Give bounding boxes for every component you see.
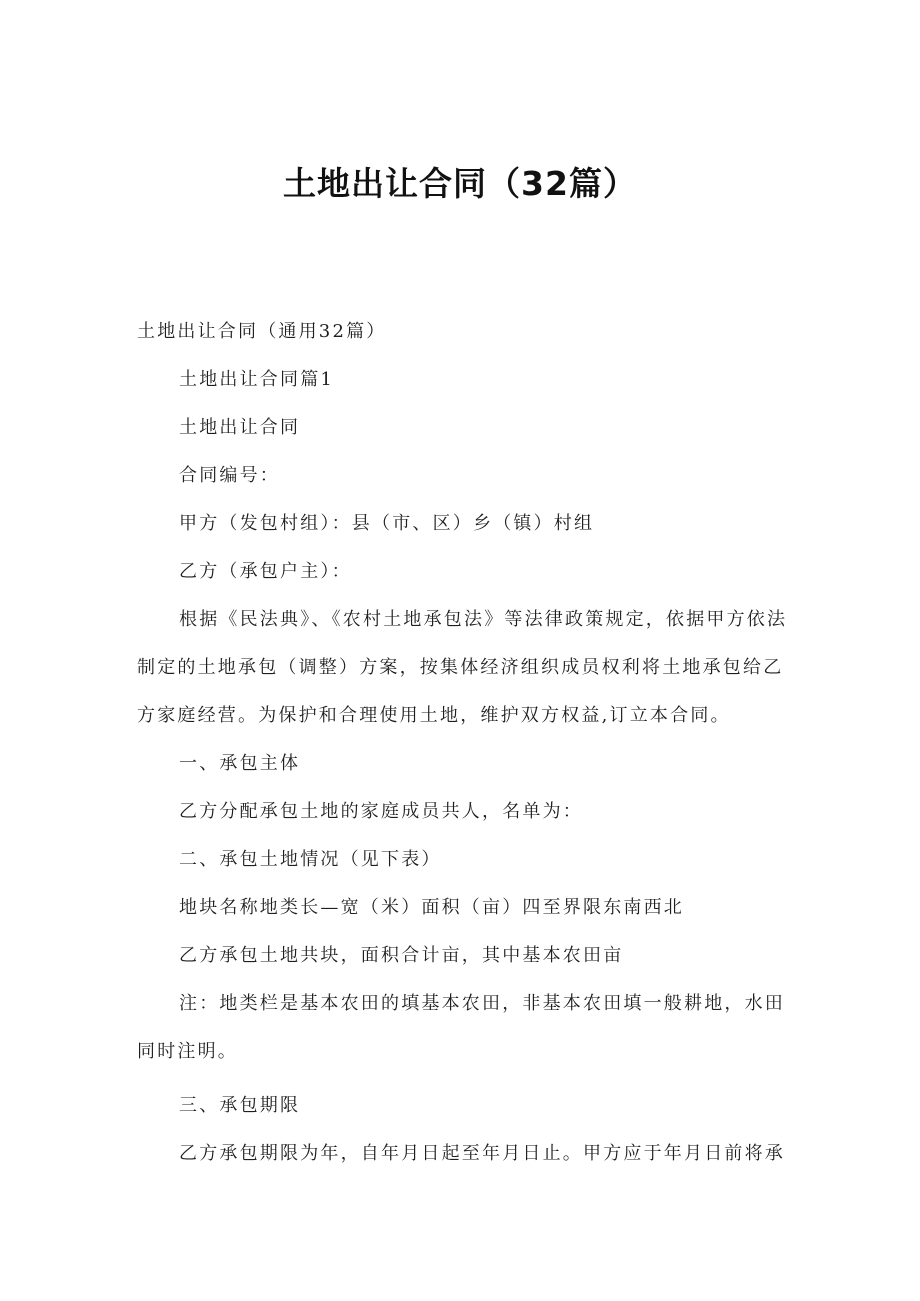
paragraph-party-a: 甲方（发包村组）：县（市、区）乡（镇）村组: [179, 513, 595, 534]
paragraph-section-heading: 土地出让合同篇1: [179, 369, 335, 390]
paragraph-land-total: 乙方承包土地共块，面积合计亩，其中基本农田亩: [179, 945, 624, 966]
paragraph-preamble: 根据《民法典》、《农村土地承包法》等法律政策规定，依据甲方依法制定的土地承包（调整）方案，按集体经济组织成员权利将土地承包给乙方家庭经营。为保护和合理使用土地，维护双方权益,订立本合同。: [137, 609, 788, 726]
paragraph-contract-number: 合同编号：: [179, 465, 280, 486]
paragraph-party-b: 乙方（承包户主）：: [179, 561, 352, 582]
paragraph-note: 注：地类栏是基本农田的填基本农田，非基本农田填一般耕地，水田同时注明。: [137, 993, 785, 1062]
paragraph-contract-name: 土地出让合同: [179, 417, 301, 438]
paragraph-table-header: 地块名称地类长—宽（米）面积（亩）四至界限东南西北: [179, 897, 684, 918]
paragraph-family-members: 乙方分配承包土地的家庭成员共人，名单为：: [179, 801, 583, 822]
document-body: [137, 308, 793, 1178]
document-title: 土地出让合同（32篇）: [283, 164, 637, 203]
paragraph-heading-3: 三、承包期限: [179, 1095, 301, 1116]
paragraph-subtitle: 土地出让合同（通用32篇）: [137, 321, 387, 342]
paragraph-term: 乙方承包期限为年，自年月日起至年月日止。甲方应于年月日前将承: [179, 1143, 785, 1164]
paragraph-heading-2: 二、承包土地情况（见下表）: [179, 849, 442, 870]
paragraph-heading-1: 一、承包主体: [179, 753, 301, 774]
